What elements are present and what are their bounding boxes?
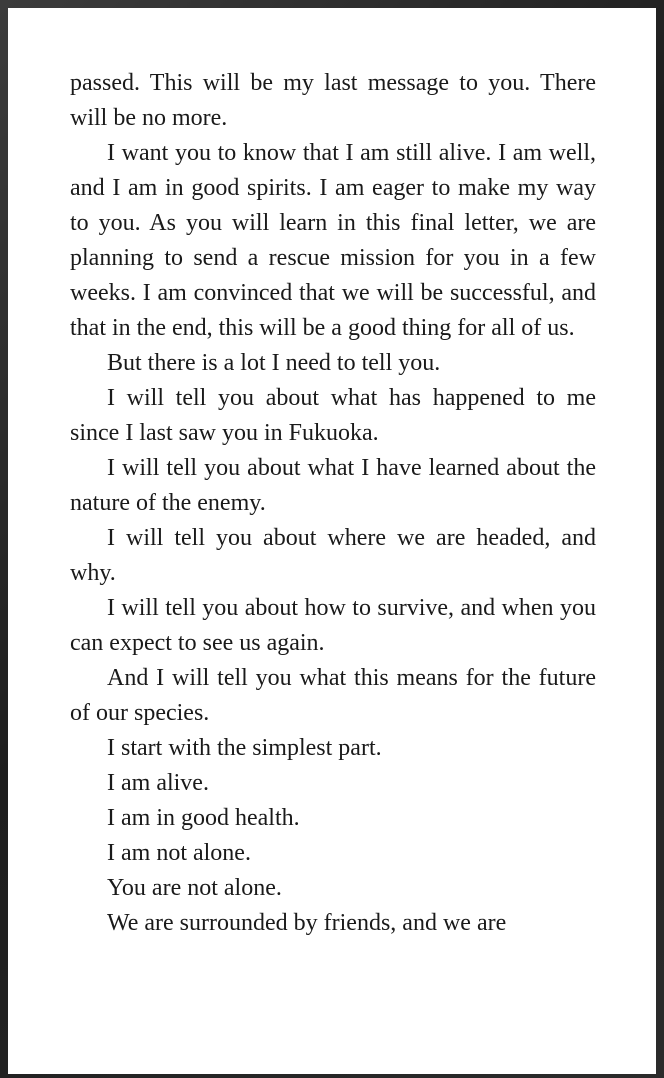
page-text bbox=[70, 66, 596, 941]
paragraph: I am in good health. bbox=[107, 805, 300, 831]
paragraph: You are not alone. bbox=[107, 875, 282, 901]
paragraph: I start with the simplest part. bbox=[107, 735, 382, 761]
paragraph: And I will tell you what this means for the future of our species. bbox=[70, 665, 596, 726]
paragraph: I will tell you about what has happened to me since I last saw you in Fukuoka. bbox=[70, 385, 596, 446]
paragraph: We are surrounded by friends, and we are bbox=[107, 910, 507, 936]
book-page bbox=[8, 8, 656, 1074]
paragraph: I am not alone. bbox=[107, 840, 251, 866]
paragraph: I want you to know that I am still alive. I am well, and I am in good spirits. I am eager to make my way to you. As you will learn in this final letter, we are planning to send a rescue mission for you in a few weeks. I am convinced that we will be successful, and that in the end, this will be a good thing for all of us. bbox=[70, 140, 596, 341]
paragraph: I am alive. bbox=[107, 770, 209, 796]
paragraph: I will tell you about where we are headed, and why. bbox=[70, 525, 596, 586]
paragraph: passed. This will be my last message to you. There will be no more. bbox=[70, 70, 596, 131]
paragraph: I will tell you about what I have learned about the nature of the enemy. bbox=[70, 455, 596, 516]
paragraph: But there is a lot I need to tell you. bbox=[107, 350, 441, 376]
paragraph: I will tell you about how to survive, and when you can expect to see us again. bbox=[70, 595, 596, 656]
